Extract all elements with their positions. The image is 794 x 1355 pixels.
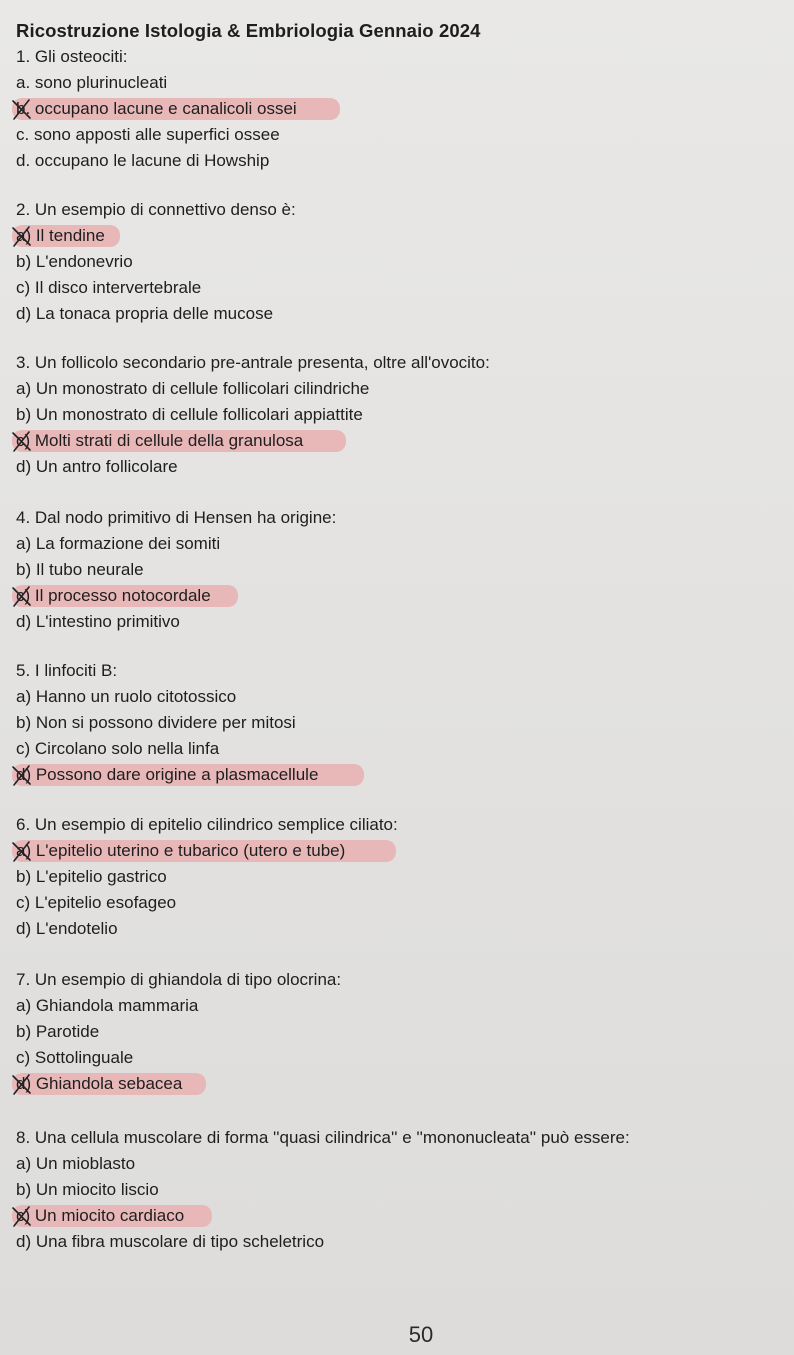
cross-mark-icon xyxy=(10,584,34,608)
question-1 xyxy=(16,44,297,174)
option-label: b) Parotide xyxy=(16,1022,100,1041)
cross-mark-icon xyxy=(10,763,34,787)
option-label: a) La formazione dei somiti xyxy=(16,534,221,553)
answer-option xyxy=(16,301,296,327)
answer-option xyxy=(16,1151,630,1177)
question-8 xyxy=(16,1125,630,1255)
answer-option-marked xyxy=(16,428,490,454)
question-text: 6. Un esempio di epitelio cilindrico semplice ciliato: xyxy=(16,815,398,834)
answer-option xyxy=(16,684,318,710)
option-label: d) L'endotelio xyxy=(16,919,118,938)
option-label: d. occupano le lacune di Howship xyxy=(16,151,270,170)
page-number: 50 xyxy=(408,1322,434,1347)
option-label: d) La tonaca propria delle mucose xyxy=(16,304,274,323)
option-label: d) Una fibra muscolare di tipo scheletrico xyxy=(16,1232,325,1251)
option-label: d) Un antro follicolare xyxy=(16,457,178,476)
answer-option xyxy=(16,148,297,174)
option-label: b) L'endonevrio xyxy=(16,252,133,271)
option-label: b) Un monostrato di cellule follicolari appiattite xyxy=(16,405,363,424)
question-text: 5. I linfociti B: xyxy=(16,661,118,680)
option-label: c) Il disco intervertebrale xyxy=(16,278,202,297)
question-3 xyxy=(16,350,490,480)
option-label: b) Un miocito liscio xyxy=(16,1180,159,1199)
answer-option xyxy=(16,1045,341,1071)
option-label: c) Circolano solo nella linfa xyxy=(16,739,220,758)
question-7 xyxy=(16,967,341,1097)
option-label: c) Il processo notocordale xyxy=(16,586,211,605)
option-label: a. sono plurinucleati xyxy=(16,73,168,92)
answer-option xyxy=(16,736,318,762)
option-label: c) Un miocito cardiaco xyxy=(16,1206,185,1225)
answer-option xyxy=(16,1229,630,1255)
option-label: a) Hanno un ruolo citotossico xyxy=(16,687,237,706)
answer-option xyxy=(16,454,490,480)
answer-option-marked xyxy=(16,223,296,249)
answer-option-marked xyxy=(16,762,318,788)
option-label: d) Possono dare origine a plasmacellule xyxy=(16,765,319,784)
option-label: d) Ghiandola sebacea xyxy=(16,1074,183,1093)
option-label: b) Il tubo neurale xyxy=(16,560,144,579)
answer-option xyxy=(16,1019,341,1045)
answer-option-marked xyxy=(16,1203,630,1229)
answer-option xyxy=(16,249,296,275)
answer-option-marked xyxy=(16,96,297,122)
answer-option xyxy=(16,402,490,428)
answer-option xyxy=(16,890,398,916)
option-label: b. occupano lacune e canalicoli ossei xyxy=(16,99,297,118)
option-label: c) Sottolinguale xyxy=(16,1048,134,1067)
option-label: a) Un monostrato di cellule follicolari cilindriche xyxy=(16,379,370,398)
answer-option-marked xyxy=(16,1071,341,1097)
question-text: 8. Una cellula muscolare di forma ''quasi cilindrica'' e ''mononucleata'' può essere: xyxy=(16,1128,630,1147)
option-label: c) L'epitelio esofageo xyxy=(16,893,177,912)
answer-option xyxy=(16,1177,630,1203)
option-label: a) L'epitelio uterino e tubarico (utero e tube) xyxy=(16,841,346,860)
answer-option xyxy=(16,609,336,635)
cross-mark-icon xyxy=(10,1204,34,1228)
answer-option-marked xyxy=(16,838,398,864)
answer-option xyxy=(16,710,318,736)
cross-mark-icon xyxy=(10,1072,34,1096)
answer-option xyxy=(16,993,341,1019)
cross-mark-icon xyxy=(10,839,34,863)
page-title: Ricostruzione Istologia & Embriologia Gennaio 2024 xyxy=(16,20,481,41)
answer-option xyxy=(16,122,297,148)
answer-option xyxy=(16,557,336,583)
cross-mark-icon xyxy=(10,97,34,121)
option-label: a) Ghiandola mammaria xyxy=(16,996,199,1015)
answer-option xyxy=(16,376,490,402)
question-text: 4. Dal nodo primitivo di Hensen ha origine: xyxy=(16,508,337,527)
cross-mark-icon xyxy=(10,429,34,453)
answer-option-marked xyxy=(16,583,336,609)
answer-option xyxy=(16,275,296,301)
question-2 xyxy=(16,197,296,327)
question-5 xyxy=(16,658,318,788)
option-label: b) Non si possono dividere per mitosi xyxy=(16,713,296,732)
answer-option xyxy=(16,531,336,557)
question-text: 1. Gli osteociti: xyxy=(16,47,128,66)
question-text: 2. Un esempio di connettivo denso è: xyxy=(16,200,296,219)
option-label: a) Un mioblasto xyxy=(16,1154,136,1173)
option-label: c. sono apposti alle superfici ossee xyxy=(16,125,280,144)
answer-option xyxy=(16,70,297,96)
question-text: 7. Un esempio di ghiandola di tipo olocrina: xyxy=(16,970,342,989)
answer-option xyxy=(16,916,398,942)
question-4 xyxy=(16,505,336,635)
option-label: d) L'intestino primitivo xyxy=(16,612,180,631)
question-text: 3. Un follicolo secondario pre-antrale presenta, oltre all'ovocito: xyxy=(16,353,490,372)
answer-option xyxy=(16,864,398,890)
option-label: a) Il tendine xyxy=(16,226,105,245)
question-6 xyxy=(16,812,398,942)
option-label: b) L'epitelio gastrico xyxy=(16,867,167,886)
option-label: c) Molti strati di cellule della granulosa xyxy=(16,431,304,450)
cross-mark-icon xyxy=(10,224,34,248)
